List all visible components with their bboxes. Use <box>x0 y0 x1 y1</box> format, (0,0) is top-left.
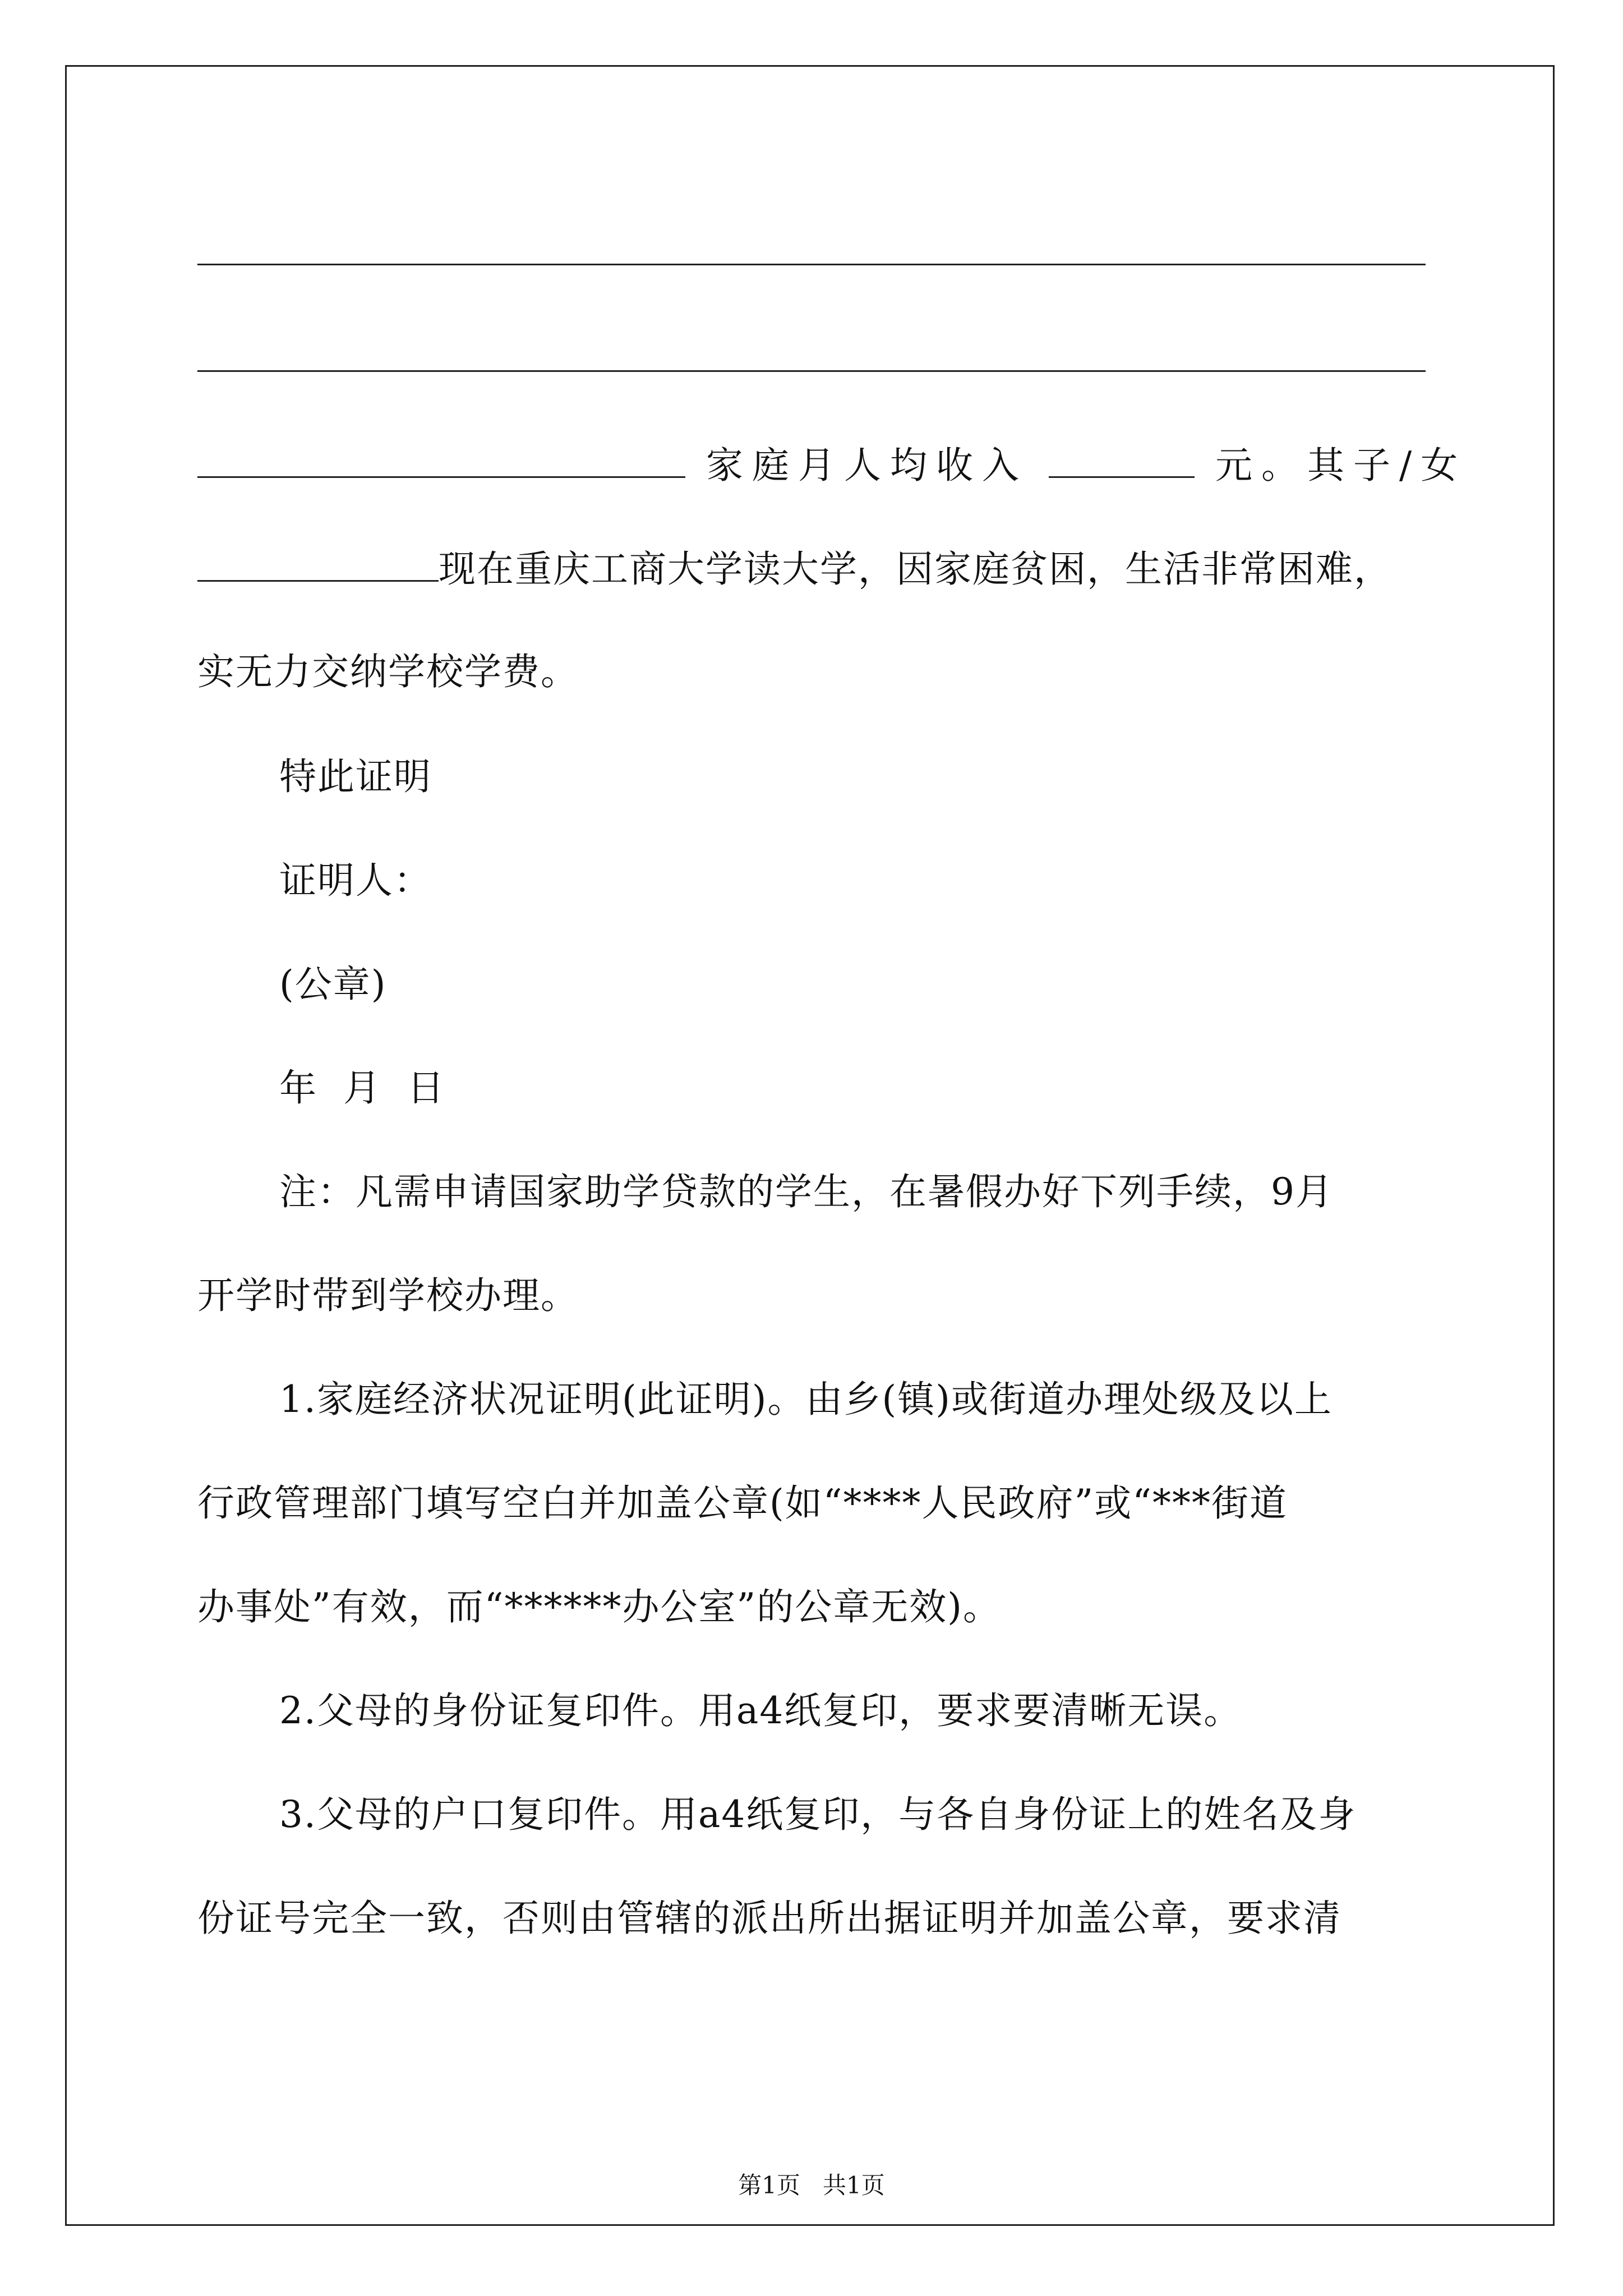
blank-field-income[interactable] <box>1049 444 1195 478</box>
item-1-line-1: 1.家庭经济状况证明(此证明)。由乡(镇)或街道办理处级及以上 <box>279 1378 1332 1421</box>
income-unit: 元。其子/女 <box>1215 444 1467 487</box>
hereby-text: 特此证明 <box>279 755 432 798</box>
item-3-line-1: 3.父母的户口复印件。用a4纸复印，与各自身份证上的姓名及身 <box>279 1793 1357 1836</box>
date-line: 年 月 日 <box>279 1066 445 1110</box>
note-line-1: 注：凡需申请国家助学贷款的学生，在暑假办好下列手续，9月 <box>279 1170 1334 1213</box>
income-label: 家庭月人均收入 <box>706 444 1028 487</box>
blank-field-student[interactable] <box>197 547 439 582</box>
item-2-line-1: 2.父母的身份证复印件。用a4纸复印，要求要清晰无误。 <box>279 1689 1242 1732</box>
blank-rule-1[interactable] <box>197 264 1426 265</box>
item-3-line-2: 份证号完全一致，否则由管辖的派出所出据证明并加盖公章，要求清 <box>197 1897 1341 1940</box>
student-text: 现在重庆工商大学读大学，因家庭贫困，生活非常困难， <box>439 547 1392 591</box>
item-1-line-2: 行政管理部门填写空白并加盖公章(如“****人民政府”或“***街道 <box>197 1481 1288 1525</box>
student-line <box>197 547 1392 592</box>
certifier-label: 证明人： <box>279 859 432 902</box>
income-line <box>197 443 1467 488</box>
tuition-line: 实无力交纳学校学费。 <box>197 650 579 693</box>
blank-field-name[interactable] <box>197 444 685 478</box>
page-number-footer: 第1页 共1页 <box>738 2171 885 2199</box>
seal-label: (公章) <box>279 963 387 1006</box>
note-line-2: 开学时带到学校办理。 <box>197 1274 579 1317</box>
item-1-line-3: 办事处”有效，而“******办公室”的公章无效)。 <box>197 1585 1001 1628</box>
blank-rule-2[interactable] <box>197 370 1426 372</box>
